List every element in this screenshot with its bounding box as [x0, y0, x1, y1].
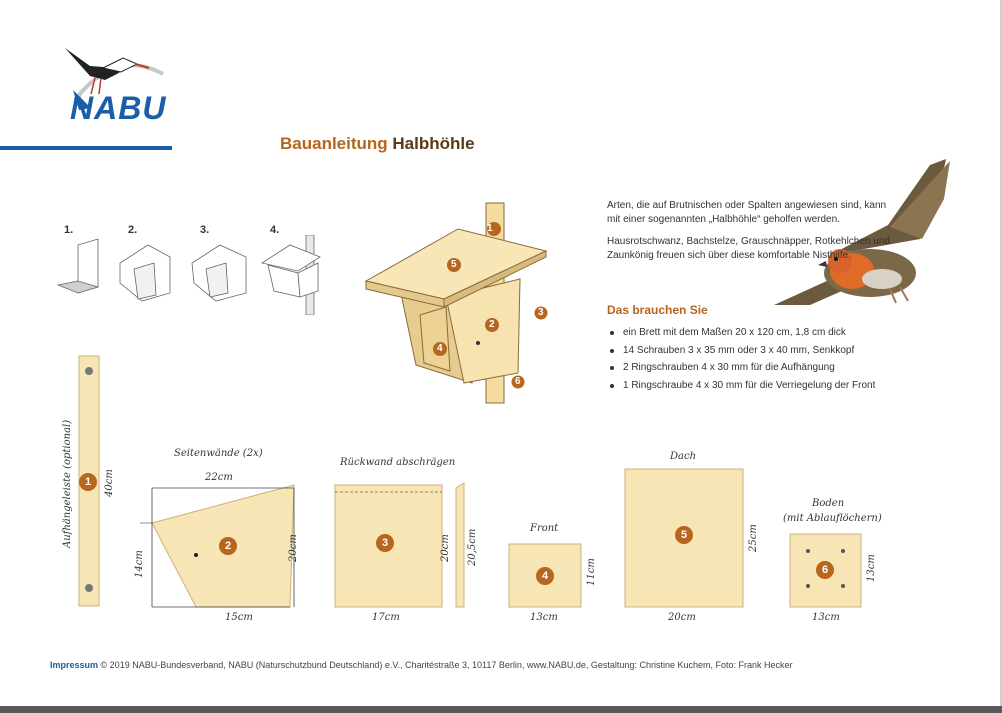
piece-3-right2-dimension: 20,5cm — [467, 528, 478, 566]
piece-6-bottom-dimension: 13cm — [812, 612, 840, 623]
materials-item: 2 Ringschrauben 4 x 30 mm für die Aufhängung — [607, 359, 907, 377]
nabu-logo-text: NABU — [70, 90, 167, 126]
piece-1-badge: 1 — [85, 476, 92, 488]
piece-4-badge: 4 — [542, 570, 549, 582]
piece-6-label-detail: (mit Ablauflöchern) — [783, 513, 882, 524]
piece-3-bottom-dimension: 17cm — [372, 612, 400, 623]
footer-text: © 2019 NABU-Bundesverband, NABU (Naturschutzbund Deutschland) e.V., Charitéstraße 3, 10117 Berlin, www.NABU.de, Gestaltung: Christine Kuchem, Foto: Frank Hecker — [100, 660, 793, 670]
materials-item: 1 Ringschraube 4 x 30 mm für die Verriegelung der Front — [607, 377, 907, 395]
piece-1-dimension: 40cm — [104, 469, 115, 497]
badge-2: 2 — [489, 319, 495, 330]
piece-3-label: Rückwand abschrägen — [340, 457, 456, 468]
piece-6-right-dimension: 13cm — [866, 554, 877, 582]
step-3-label: 3. — [200, 224, 210, 236]
assembly-steps-illustration — [50, 235, 340, 315]
footer — [50, 660, 793, 670]
impressum-link[interactable]: Impressum — [50, 660, 99, 670]
piece-2-badge: 2 — [225, 540, 232, 552]
title-part-2: Halbhöhle — [392, 134, 475, 153]
header-rule — [0, 146, 172, 150]
materials-item: 14 Schrauben 3 x 35 mm oder 3 x 40 mm, Senkkopf — [607, 342, 907, 360]
piece-1-label: Aufhängeleiste (optional) — [62, 419, 73, 548]
piece-2-top-dimension: 22cm — [205, 472, 233, 483]
materials-item: ein Brett mit dem Maßen 20 x 120 cm, 1,8 cm dick — [607, 324, 907, 342]
badge-1: 1 — [487, 223, 493, 234]
page-title — [280, 134, 475, 154]
cut-pieces-diagram — [0, 340, 1000, 640]
piece-2-label: Seitenwände (2x) — [174, 448, 263, 459]
badge-4: 4 — [437, 343, 443, 354]
piece-4-label: Front — [530, 523, 559, 534]
badge-6: 6 — [515, 376, 521, 387]
piece-5-badge: 5 — [681, 529, 688, 541]
intro-text — [607, 199, 897, 271]
intro-paragraph-2: Hausrotschwanz, Bachstelze, Grauschnäpper, Rotkehlchen und Zaunkönig freuen sich über diese komfortable Nisthilfe. — [607, 236, 890, 261]
piece-2-left-dimension: 14cm — [134, 550, 145, 578]
step-1-label: 1. — [64, 224, 74, 236]
piece-3-right-dimension: 20cm — [440, 534, 451, 562]
piece-6-badge: 6 — [822, 564, 829, 576]
piece-5-bottom-dimension: 20cm — [668, 612, 696, 623]
piece-5-label: Dach — [670, 451, 697, 462]
badge-3: 3 — [538, 307, 544, 318]
step-2-label: 2. — [128, 224, 138, 236]
piece-2-right-dimension: 20cm — [288, 534, 299, 562]
piece-4-bottom-dimension: 13cm — [530, 612, 558, 623]
piece-4-right-dimension: 11cm — [586, 558, 597, 586]
piece-3-badge: 3 — [382, 537, 389, 549]
step-4-label: 4. — [270, 224, 280, 236]
badge-5: 5 — [451, 259, 457, 270]
piece-2-bottom-dimension: 15cm — [225, 612, 253, 623]
piece-5-right-dimension: 25cm — [748, 524, 759, 552]
intro-paragraph-1: Arten, die auf Brutnischen oder Spalten angewiesen sind, kann mit einer sogenannten „Halbhöhle“ geholfen werden. — [607, 200, 887, 225]
piece-6-label: Boden — [812, 498, 845, 509]
materials-heading: Das brauchen Sie — [607, 303, 708, 317]
title-part-1: Bauanleitung — [280, 134, 388, 153]
